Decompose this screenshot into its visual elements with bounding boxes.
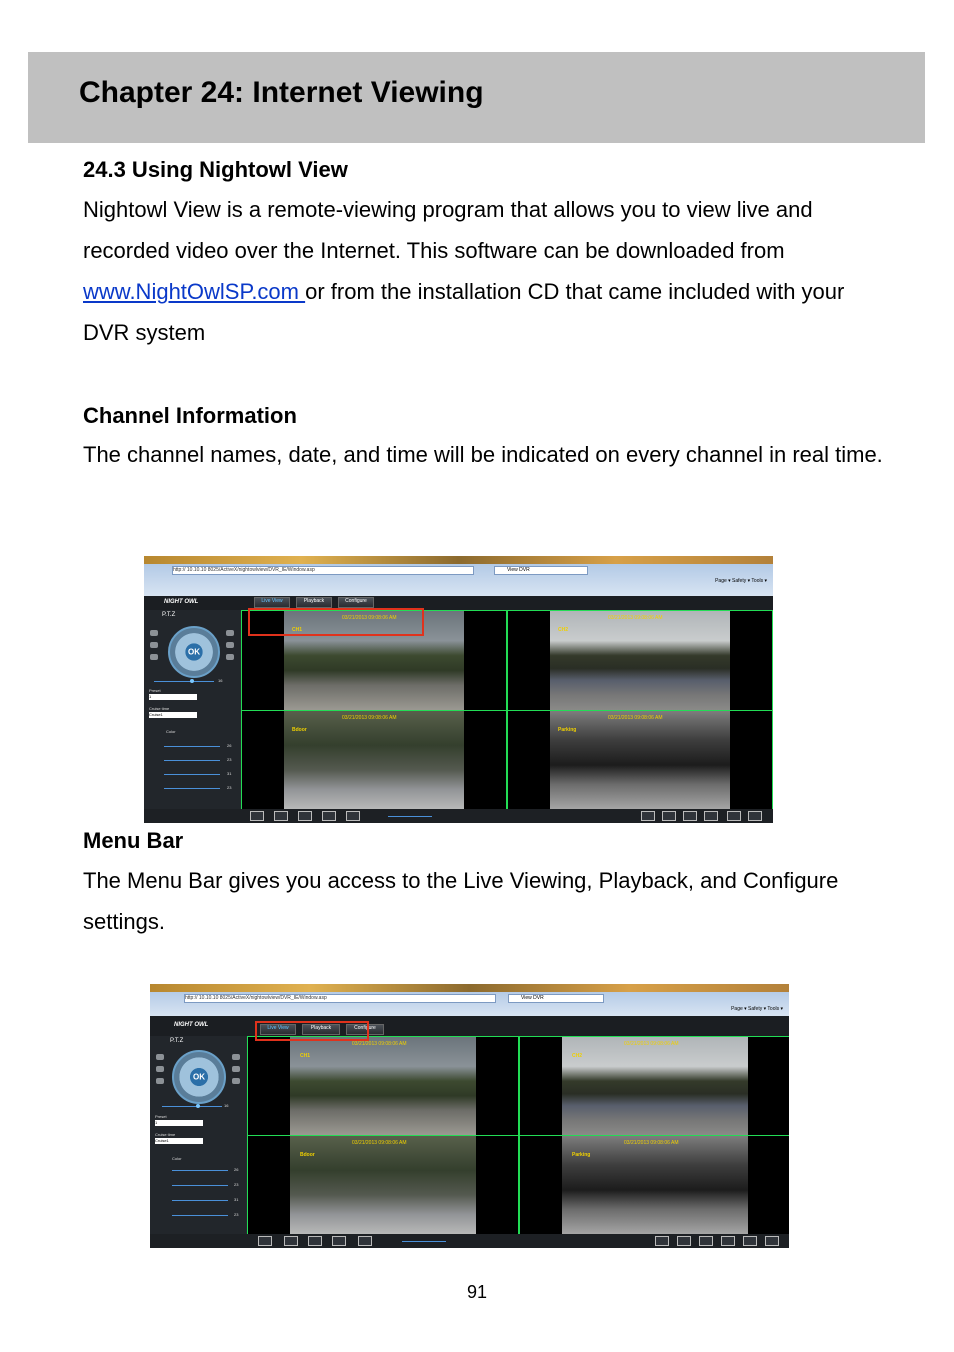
- camera-feed-2: [550, 611, 730, 710]
- record-button-2[interactable]: [284, 1236, 298, 1246]
- color-slider-2-3[interactable]: [172, 1200, 228, 1201]
- channel-label-4: Parking: [558, 727, 577, 733]
- channel-cell-2-4[interactable]: [519, 1135, 789, 1235]
- prev-page-button[interactable]: [727, 811, 741, 821]
- section-heading: 24.3 Using Nightowl View: [83, 157, 348, 182]
- browser-titlebar-2: [150, 984, 789, 992]
- preset-select-2[interactable]: 1: [155, 1120, 203, 1126]
- browser-tab[interactable]: View DVR: [494, 566, 588, 575]
- channel-time-2: 03/21/2013 09:08:06 AM: [608, 615, 663, 621]
- stop-button-2[interactable]: [332, 1236, 346, 1246]
- layout-1-button[interactable]: [641, 811, 655, 821]
- nightowl-link[interactable]: www.NightOwlSP.com: [83, 279, 306, 304]
- layout-16-button[interactable]: [704, 811, 718, 821]
- color-label: Color: [166, 729, 176, 734]
- channel-time-2-4: 03/21/2013 09:08:06 AM: [624, 1140, 679, 1146]
- browser-commands[interactable]: Page ▾ Safety ▾ Tools ▾: [715, 578, 767, 584]
- color-value-2-4: 23: [234, 1212, 239, 1217]
- volume-slider-2[interactable]: [402, 1241, 446, 1242]
- ptz-right-mid-button-2[interactable]: [232, 1066, 240, 1072]
- layout-1-button-2[interactable]: [655, 1236, 669, 1246]
- bottom-toolbar-2: [150, 1234, 789, 1248]
- browser-commands-2[interactable]: Page ▾ Safety ▾ Tools ▾: [731, 1006, 783, 1012]
- channel-label-2-1: CH1: [300, 1053, 311, 1059]
- color-slider-2-4[interactable]: [172, 1215, 228, 1216]
- menu-playback[interactable]: Playback: [296, 597, 332, 608]
- menu-bar-heading: Menu Bar: [83, 828, 184, 853]
- camera-feed-2-1: [290, 1037, 476, 1135]
- camera-feed-2-2: [562, 1037, 748, 1135]
- color-slider-2-2[interactable]: [172, 1185, 228, 1186]
- address-bar-2[interactable]: http:// 10.10.10 8025/ActiveX/nightowlview/DVR_IE/Window.asp: [184, 994, 496, 1003]
- camera-feed-2-4: [562, 1136, 748, 1234]
- cruise-select-2[interactable]: Cruise1: [155, 1138, 203, 1144]
- channel-cell-2[interactable]: [507, 610, 773, 711]
- channel-time-3: 03/21/2013 09:08:06 AM: [342, 715, 397, 721]
- color-value-1: 26: [227, 743, 232, 748]
- channel-time-1: 03/21/2013 09:08:06 AM: [342, 615, 397, 621]
- record-button[interactable]: [274, 811, 288, 821]
- ptz-left-down-button-2[interactable]: [156, 1078, 164, 1084]
- color-slider-2[interactable]: [164, 760, 220, 761]
- color-slider-2-1[interactable]: [172, 1170, 228, 1171]
- channel-label-1: CH1: [292, 627, 303, 633]
- color-value-3: 31: [227, 771, 232, 776]
- bottom-toolbar: [144, 809, 773, 823]
- zoom-slider[interactable]: [154, 681, 214, 682]
- nightowl-logo-2: NIGHT OWL: [174, 1022, 209, 1028]
- color-label-2: Color: [172, 1156, 182, 1161]
- prev-page-button-2[interactable]: [743, 1236, 757, 1246]
- menu-live-view-2[interactable]: Live View: [260, 1024, 296, 1035]
- app-menu-bar-2: [150, 1016, 789, 1036]
- ptz-sidebar: [144, 610, 240, 823]
- menu-playback-2[interactable]: Playback: [302, 1024, 340, 1035]
- channel-time-2-2: 03/21/2013 09:08:06 AM: [624, 1041, 679, 1047]
- channel-label-2-3: Bdoor: [300, 1152, 315, 1158]
- ptz-right-down-button-2[interactable]: [232, 1078, 240, 1084]
- zoom-value: 16: [218, 678, 223, 683]
- ok-label-2: OK: [193, 1072, 205, 1082]
- ptz-left-mid-button-2[interactable]: [156, 1066, 164, 1072]
- volume-slider[interactable]: [388, 816, 432, 817]
- browser-titlebar: [144, 556, 773, 564]
- layout-4-button[interactable]: [662, 811, 676, 821]
- menu-live-view[interactable]: Live View: [254, 597, 290, 608]
- ptz-joystick[interactable]: [168, 626, 220, 678]
- video-grid-2: [247, 1036, 789, 1234]
- color-slider-1[interactable]: [164, 746, 220, 747]
- channel-label-2-2: CH2: [572, 1053, 583, 1059]
- ptz-left-mid-button[interactable]: [150, 642, 158, 648]
- address-bar[interactable]: http:// 10.10.10 8025/ActiveX/nightowlview/DVR_IE/Window.asp: [172, 566, 474, 575]
- ptz-left-down-button[interactable]: [150, 654, 158, 660]
- browser-chrome: [144, 556, 773, 596]
- color-value-2: 23: [227, 757, 232, 762]
- fullscreen-button[interactable]: [298, 811, 312, 821]
- channel-label-3: Bdoor: [292, 727, 307, 733]
- layout-9-button-2[interactable]: [699, 1236, 713, 1246]
- channel-time-2-3: 03/21/2013 09:08:06 AM: [352, 1140, 407, 1146]
- channel-info-heading: Channel Information: [83, 403, 297, 428]
- channel-info-paragraph: The channel names, date, and time will be indicated on every channel in real time.: [83, 442, 883, 467]
- color-value-2-1: 26: [234, 1167, 239, 1172]
- zoom-value-2: 16: [224, 1103, 229, 1108]
- ptz-left-up-button-2[interactable]: [156, 1054, 164, 1060]
- app-menu-bar: [144, 596, 773, 610]
- camera-feed-3: [284, 711, 464, 809]
- browser-tab-2[interactable]: View DVR: [508, 994, 604, 1003]
- preset-label-2: Preset: [155, 1114, 167, 1119]
- screenshot-channel-info: [144, 556, 773, 823]
- intro-text-end: or from the installation CD that came included with your DVR system: [83, 279, 845, 345]
- layout-4-button-2[interactable]: [677, 1236, 691, 1246]
- cruise-select[interactable]: Cruise1: [149, 712, 197, 718]
- camera-feed-2-3: [290, 1136, 476, 1234]
- color-slider-3[interactable]: [164, 774, 220, 775]
- channel-time-4: 03/21/2013 09:08:06 AM: [608, 715, 663, 721]
- layout-9-button[interactable]: [683, 811, 697, 821]
- camera-feed-4: [550, 711, 730, 809]
- ptz-left-up-button[interactable]: [150, 630, 158, 636]
- color-value-2-2: 23: [234, 1182, 239, 1187]
- ptz-label-2: P.T.Z: [170, 1038, 184, 1044]
- browser-chrome-2: [150, 984, 789, 1016]
- video-grid: [241, 610, 773, 809]
- stop-button[interactable]: [322, 811, 336, 821]
- save-button-2[interactable]: [358, 1236, 372, 1246]
- cruise-label-2: Cruise time: [155, 1132, 176, 1137]
- ptz-label: P.T.Z: [162, 612, 176, 618]
- next-page-button[interactable]: [748, 811, 762, 821]
- ptz-right-up-button[interactable]: [226, 630, 234, 636]
- channel-cell-2-1[interactable]: [247, 1036, 519, 1136]
- fullscreen-button-2[interactable]: [308, 1236, 322, 1246]
- intro-text: Nightowl View is a remote-viewing program that allows you to view live and recorded video over the Internet. This software can be downloaded from: [83, 197, 813, 263]
- cruise-label: Cruise time: [149, 706, 170, 711]
- ptz-joystick-2[interactable]: [172, 1050, 226, 1104]
- ptz-right-down-button[interactable]: [226, 654, 234, 660]
- page-number: 91: [466, 1282, 488, 1302]
- ptz-right-up-button-2[interactable]: [232, 1054, 240, 1060]
- channel-cell-4[interactable]: [507, 710, 773, 810]
- channel-cell-3[interactable]: [241, 710, 507, 810]
- channel-time-2-1: 03/21/2013 09:08:06 AM: [352, 1041, 407, 1047]
- channel-label-2-4: Parking: [572, 1152, 591, 1158]
- snapshot-button[interactable]: [250, 811, 264, 821]
- save-button[interactable]: [346, 811, 360, 821]
- next-page-button-2[interactable]: [765, 1236, 779, 1246]
- channel-cell-2-2[interactable]: [519, 1036, 789, 1136]
- zoom-knob-2[interactable]: [196, 1104, 200, 1108]
- zoom-knob[interactable]: [190, 679, 194, 683]
- menu-bar-paragraph: The Menu Bar gives you access to the Live Viewing, Playback, and Configure settings.: [83, 868, 839, 934]
- color-slider-4[interactable]: [164, 788, 220, 789]
- ptz-sidebar-2: [150, 1036, 246, 1248]
- menu-configure[interactable]: Configure: [338, 597, 374, 608]
- chapter-title: Chapter 24: Internet Viewing: [79, 76, 484, 109]
- color-value-4: 23: [227, 785, 232, 790]
- screenshot-menu-bar: [150, 984, 789, 1248]
- layout-16-button-2[interactable]: [721, 1236, 735, 1246]
- nightowl-logo: NIGHT OWL: [164, 599, 199, 605]
- ptz-right-mid-button[interactable]: [226, 642, 234, 648]
- channel-label-2: CH2: [558, 627, 569, 633]
- zoom-slider-2[interactable]: [162, 1106, 222, 1107]
- color-value-2-3: 31: [234, 1197, 239, 1202]
- intro-paragraph: [83, 189, 883, 353]
- snapshot-button-2[interactable]: [258, 1236, 272, 1246]
- menu-bar-highlight: [255, 1021, 369, 1041]
- preset-label: Preset: [149, 688, 161, 693]
- channel-info-highlight: [248, 608, 424, 636]
- channel-cell-2-3[interactable]: [247, 1135, 519, 1235]
- ok-label: OK: [188, 647, 200, 657]
- menu-configure-2[interactable]: Configure: [346, 1024, 384, 1035]
- preset-select[interactable]: 1: [149, 694, 197, 700]
